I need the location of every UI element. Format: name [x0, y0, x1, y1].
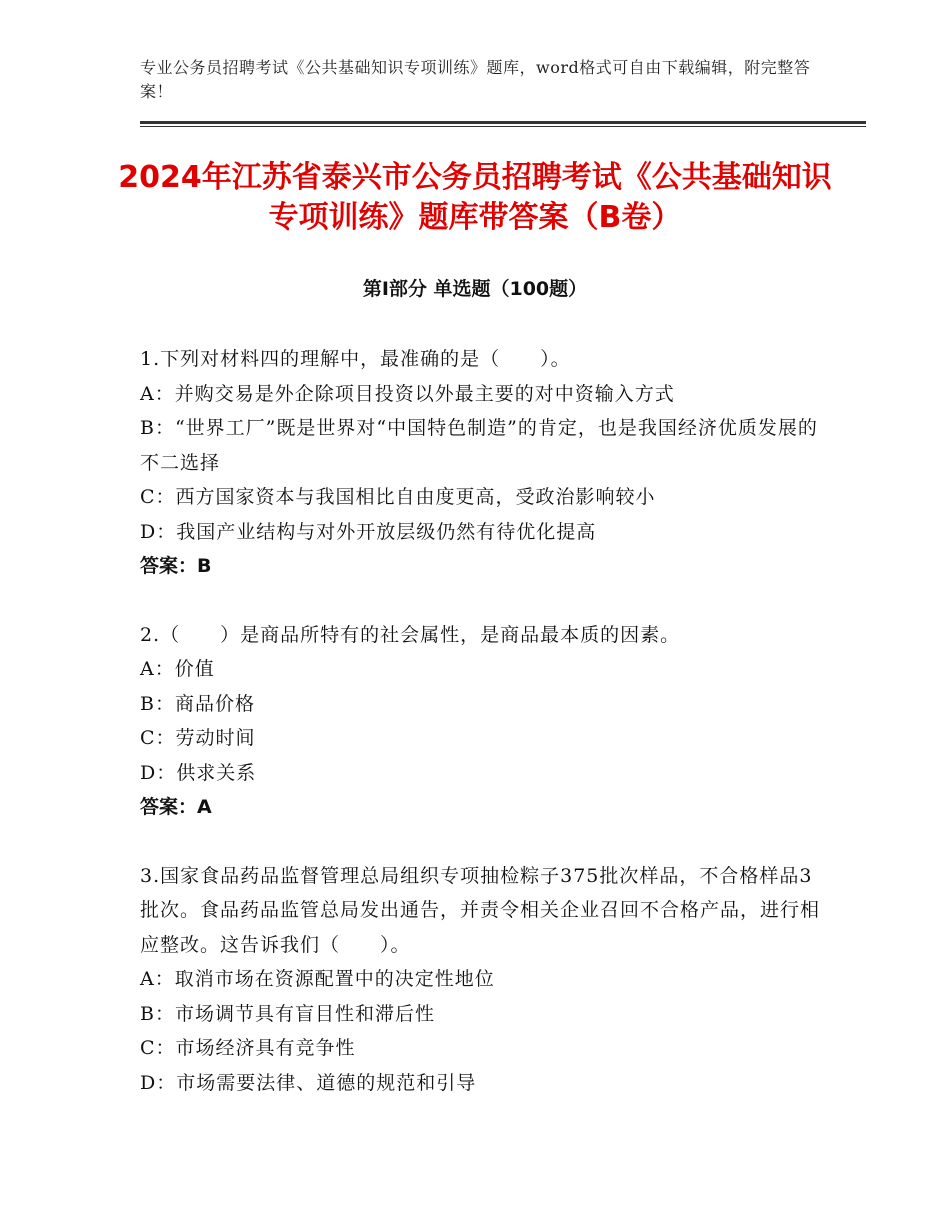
option-d: D：供求关系 [140, 761, 257, 784]
option-c: C：市场经济具有竞争性 [140, 1037, 356, 1059]
question-stem: 1.下列对材料四的理解中，最准确的是（ ）。 [140, 348, 571, 370]
option-d: D：市场需要法律、道德的规范和引导 [140, 1071, 477, 1094]
option-d: D：我国产业结构与对外开放层级仍然有待优化提高 [140, 520, 597, 543]
header-divider-thin [140, 126, 866, 127]
question-1 [140, 342, 820, 584]
answer: 答案：A [140, 796, 212, 818]
option-b: B：商品价格 [140, 692, 255, 715]
option-b: B：市场调节具有盲目性和滞后性 [140, 1002, 435, 1025]
option-c: C：西方国家资本与我国相比自由度更高，受政治影响较小 [140, 486, 656, 508]
question-stem: 2.（ ）是商品所特有的社会属性，是商品最本质的因素。 [140, 623, 681, 646]
header-note: 专业公务员招聘考试《公共基础知识专项训练》题库，word格式可自由下载编辑，附完整答案！ [140, 58, 811, 101]
question-stem: 3.国家食品药品监督管理总局组织专项抽检粽子375批次样品，不合格样品3批次。食品药品监管总局发出通告，并责令相关企业召回不合格产品，进行相应整改。这告诉我们（ ）。 [140, 864, 821, 956]
option-b: B：“世界工厂”既是世界对“中国特色制造”的肯定，也是我国经济优质发展的不二选择 [140, 417, 818, 474]
option-a: A：取消市场在资源配置中的决定性地位 [140, 968, 495, 990]
answer: 答案：B [140, 555, 212, 577]
question-2 [140, 618, 820, 825]
document-title: 2024年江苏省泰兴市公务员招聘考试《公共基础知识专项训练》题库带答案（B卷） [118, 160, 832, 235]
header-divider-thick [140, 121, 866, 124]
option-a: A：价值 [140, 658, 215, 680]
question-list [140, 342, 820, 1134]
section-title: 第Ⅰ部分 单选题（100题） [362, 278, 588, 300]
option-a: A：并购交易是外企除项目投资以外最主要的对中资输入方式 [140, 382, 675, 405]
question-3 [140, 859, 820, 1101]
option-c: C：劳动时间 [140, 727, 256, 749]
